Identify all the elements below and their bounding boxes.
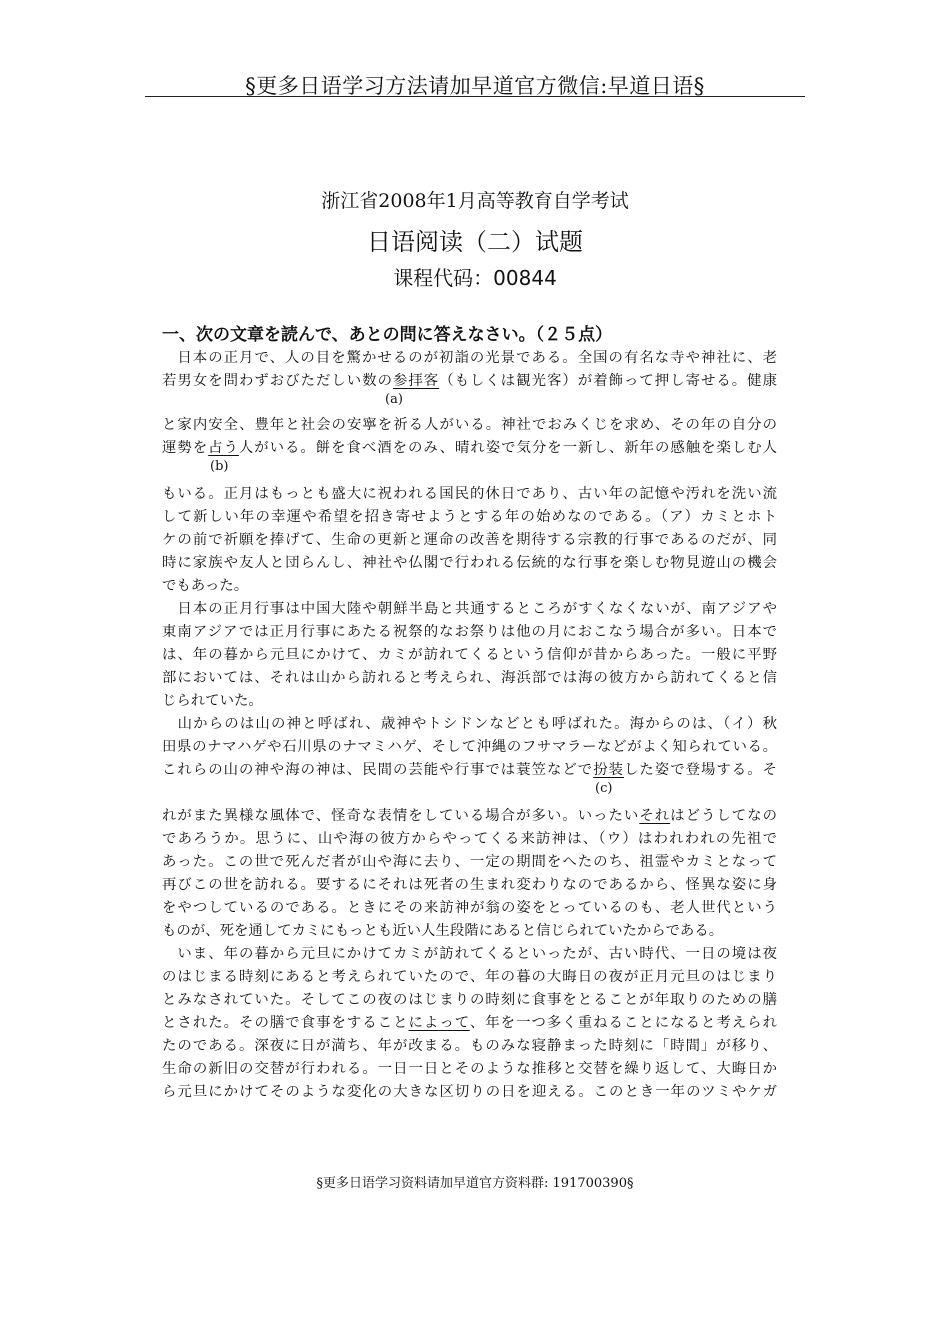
text-line: 山からのは山の神と呼ばれ、歳神やトシドンなどとも呼ばれた。海からのは、（イ）秋	[162, 716, 777, 732]
course-code: 课程代码：00844	[393, 266, 557, 290]
text-line: たのである。深夜に日が満ち、年が改まる。ものみな寝静まった時刻に「時間」が移り、	[162, 1038, 777, 1054]
mark-c: (c)	[595, 781, 613, 796]
text-line: これらの山の神や海の神は、民間の芸能や行事では蓑笠などで扮装した姿で登場する。そ	[162, 762, 777, 778]
text-line: 日本の正月行事は中国大陸や朝鮮半島と共通するところがすくなくないが、南アジアや	[162, 601, 777, 617]
footer-banner: §更多日语学习资料请加早道官方资料群: 191700390§	[316, 1176, 634, 1191]
text-line: ものが、死を通してカミにもっとも近い人生段階にあると信じられていたからである。	[162, 923, 724, 939]
text-line: をやつしているのである。ときにその来訪神が翁の姿をとっているのも、老人世代という	[162, 900, 777, 916]
text-line: は、年の暮から元旦にかけて、カミが訪れてくるという信仰が昔からあった。一般に平野	[162, 647, 777, 663]
text-line: ら元旦にかけてそのような変化の大きな区切りの日を迎える。このとき一年のツミやケガ	[162, 1084, 777, 1100]
text-line: して新しい年の幸運や希望を招き寄せようとする年の始めなのである。（ア）カミとホト	[162, 509, 777, 525]
underlined-term-c: 扮装	[593, 762, 624, 778]
text-line: 生命の新旧の交替が行われる。一日一日とそのような推移と交替を繰り返して、大晦日か	[162, 1061, 777, 1077]
text-line: いま、年の暮から元旦にかけてカミが訪れてくるといったが、古い時代、一日の境は夜	[162, 946, 777, 962]
mark-b: (b)	[210, 459, 229, 474]
paper-title: 日语阅读（二）试题	[367, 228, 583, 256]
text-line: 東南アジアでは正月行事にあたる祝祭的なお祭りは他の月におこなう場合が多い。日本で	[162, 624, 777, 640]
text-line: 時に家族や友人と団らんし、神社や仏閣で行われる伝統的な行事を楽しむ物見遊山の機会	[162, 555, 777, 571]
text-line: れがまた異様な風体で、怪奇な表情をしている場合が多い。いったいそれはどうしてなの	[162, 808, 777, 824]
header-banner: §更多日语学习方法请加早道官方微信:早道日语§	[245, 74, 705, 98]
header-divider	[145, 96, 805, 97]
text-line: あった。この世で死んだ者が山や海に去り、一定の期間をへたのち、祖霊やカミとなって	[162, 854, 777, 870]
text-line: もいる。正月はもっとも盛大に祝われる国民的休日であり、古い年の記憶や汚れを洗い流	[162, 486, 777, 502]
text-line: 田県のナマハゲや石川県のナマミハゲ、そして沖縄のフサマラーなどがよく知られている。	[162, 739, 777, 755]
text-line: とみなされていた。そしてこの夜のはじまりの時刻に食事をとることが年取りのための膳	[162, 992, 777, 1008]
text-line: 再びこの世を訪れる。要するにそれは死者の生まれ変わりなのであるから、怪異な姿に身	[162, 877, 777, 893]
text-line: のはじまる時刻にあると考えられていたので、年の暮の大晦日の夜が正月元旦のはじまり	[162, 969, 777, 985]
text-line: とされた。その膳で食事をすることによって、年を一つ多く重ねることになると考えられ	[162, 1015, 777, 1031]
text-line: 部においては、それは山から訪れると考えられ、海浜部では海の彼方から訪れてくると信	[162, 670, 777, 686]
text-line: ケの前で祈願を捧げて、生命の更新と運命の改善を期待する宗教的行事であるのだが、同	[162, 532, 777, 548]
underlined-term-a: 参拝客	[393, 373, 440, 389]
text-line: 運勢を占う人がいる。餅を食べ酒をのみ、晴れ姿で気分を一新し、新年の感触を楽しむ人	[162, 440, 777, 456]
underlined-term-e: によって	[408, 1015, 470, 1031]
underlined-term-b: 占う	[208, 440, 239, 456]
text-line: 日本の正月で、人の目を驚かせるのが初詣の光景である。全国の有名な寺や神社に、老	[162, 350, 777, 366]
text-line: じられていた。	[162, 693, 263, 709]
exam-name: 浙江省2008年1月高等教育自学考试	[321, 190, 629, 212]
text-line: であろうか。思うに、山や海の彼方からやってくる来訪神は、（ウ）はわれわれの先祖で	[162, 831, 777, 847]
mark-a: (a)	[385, 392, 403, 407]
underlined-term-d: それ	[639, 808, 671, 824]
section-heading: 一、次の文章を読んで、あとの問に答えなさい。（２５点）	[162, 325, 613, 345]
text-line: でもあった。	[162, 578, 249, 594]
text-line: 若男女を問わずおびただしい数の参拝客（もしくは観光客）が着飾って押し寄せる。健康	[162, 373, 777, 389]
text-line: と家内安全、豊年と社会の安寧を祈る人がいる。神社でおみくじを求め、その年の自分の	[162, 417, 777, 433]
